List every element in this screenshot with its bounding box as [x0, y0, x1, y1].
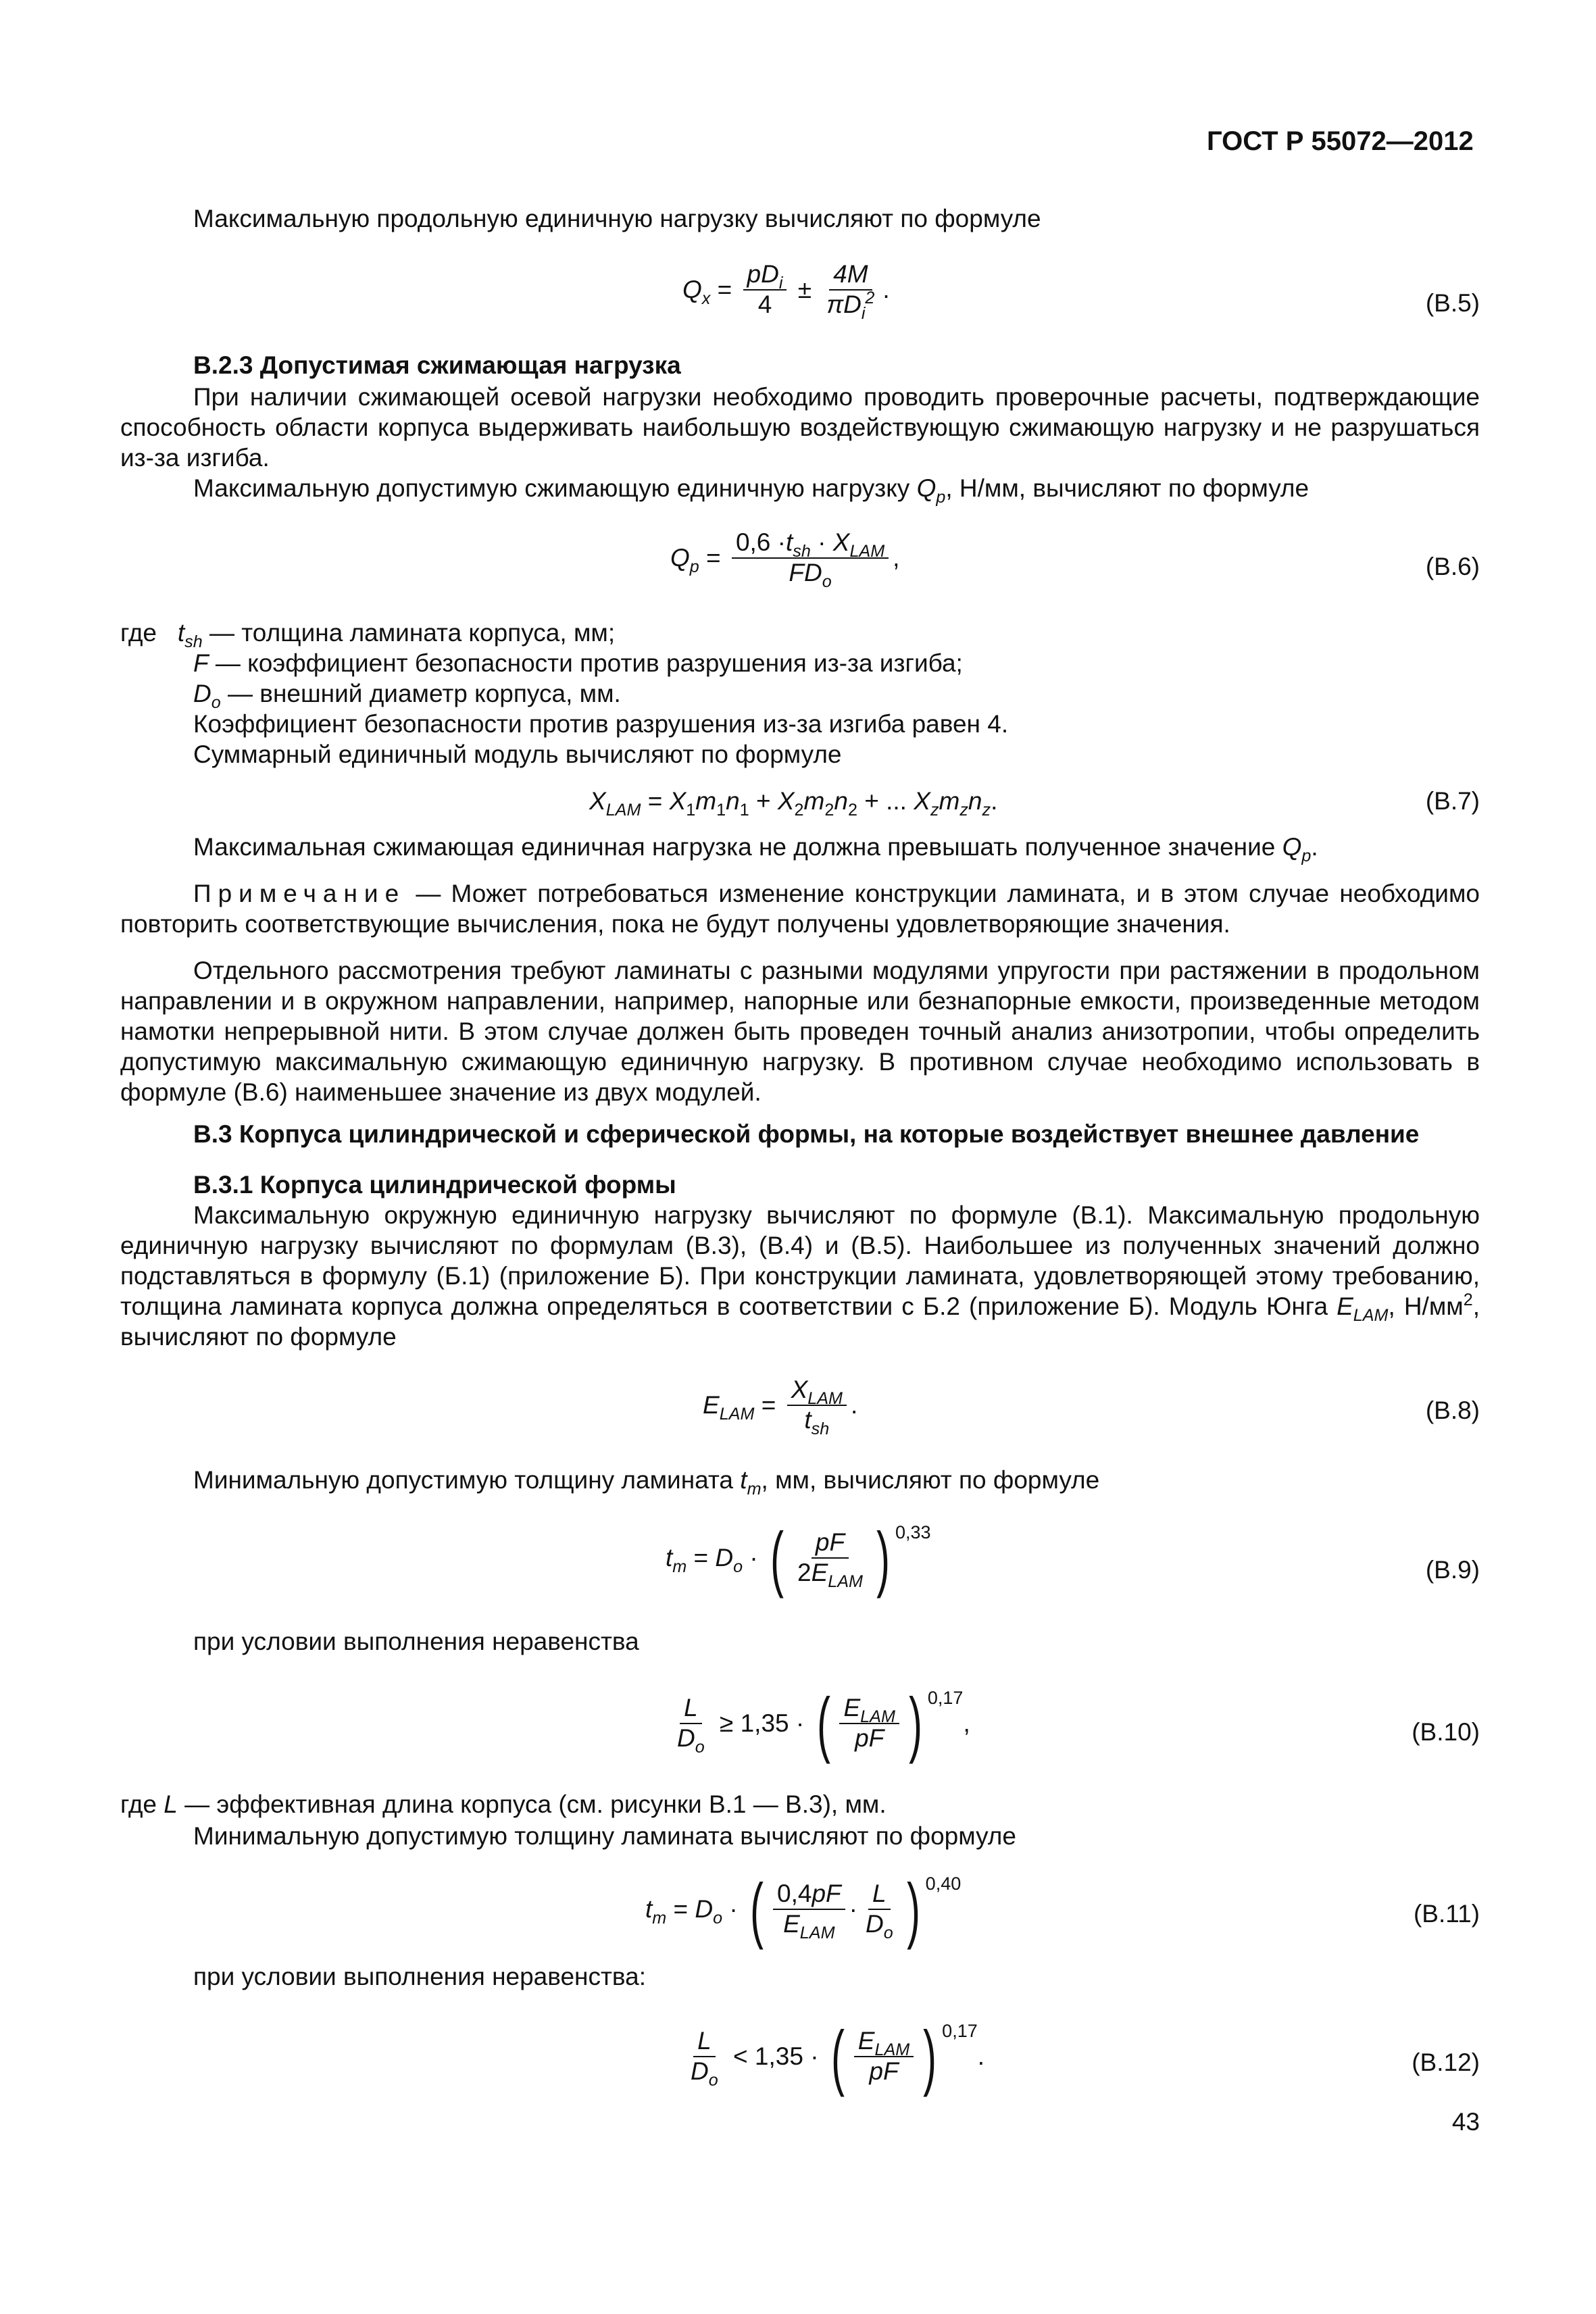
- equation-number-b5: (В.5): [1425, 289, 1480, 317]
- paragraph-b23-1: При наличии сжимающей осевой нагрузки необходимо проводить проверочные расчеты, подтверждающие способность области корпуса выдерживать наибольшую воздействующую сжимающую нагрузку и не разрушаться из-за изгиба.: [120, 383, 1480, 472]
- equation-b10: $\frac{L}{D_o}$ ≥ 1,35 · ( $\frac{E_{LAM}}{pF}$ ) 0,17 ,: [677, 1682, 970, 1764]
- equation-b6: $Q_p$ = $\frac{0,6 \cdot t_{sh} \cdot X_{LAM}}{FD_o}$ ,: [670, 528, 900, 591]
- page-number: 43: [1451, 2108, 1480, 2136]
- equation-number-b10: (В.10): [1412, 1718, 1480, 1746]
- equation-b9: $t_m$ = $D_o$ · ( $\frac{pF}{2E_{LAM}}$ ) 0,33: [666, 1517, 931, 1599]
- equation-number-b7: (В.7): [1425, 787, 1480, 815]
- standard-code: ГОСТ Р 55072—2012: [1207, 126, 1474, 156]
- equation-b5: $Q_x$ = $\frac{pD_i}{4}$ ± $\frac{4M}{\pi D_i^2}$ .: [682, 260, 890, 323]
- section-heading-b23: В.2.3 Допустимая сжимающая нагрузка: [193, 351, 681, 379]
- where-item-tsh: где $t_{sh}$ — толщина ламината корпуса, мм;: [120, 619, 616, 651]
- equation-number-b12: (В.12): [1412, 2048, 1480, 2076]
- equation-b11: $t_m$ = $D_o$ · ( $\frac{0,4pF}{E_{LAM}}$ · $\frac{L}{D_o}$ ) 0,40: [645, 1868, 962, 1950]
- equation-b7: $X_{LAM} = X_1m_1n_1 + X_2m_2n_2$ + ... $X_zm_zn_z$.: [589, 787, 998, 820]
- paragraph-modulus: Суммарный единичный модуль вычисляют по формуле: [193, 740, 842, 768]
- paragraph-min-thickness: Минимальную допустимую толщину ламината $t_m$, мм, вычисляют по формуле: [193, 1466, 1100, 1499]
- note-label: Примечание: [193, 880, 406, 907]
- paragraph-max-load: Максимальная сжимающая единичная нагрузка не должна превышать полученное значение $Q_p$.: [193, 833, 1318, 865]
- paragraph-b31: Максимальную окружную единичную нагрузку вычисляют по формуле (В.1). Максимальную продольную единичную нагрузку вычисляют по формулам (В.3), (В.4) и (В.5). Наибольшее из полученных значений должно подставляться в формулу (Б.1) (приложение Б). При конструкции ламината, удовлетворяющей этому требованию, толщина ламината корпуса должна определяться в соответствии с Б.2 (приложение Б). Модуль Юнга $E_{LAM}$, $Н/мм^2$, вычисляют по формуле: [120, 1201, 1480, 1351]
- equation-number-b6: (В.6): [1425, 553, 1480, 580]
- paragraph-b23-2: Максимальную допустимую сжимающую единичную нагрузку $Q_p$, Н/мм, вычисляют по формуле: [193, 474, 1310, 507]
- paragraph-safety: Коэффициент безопасности против разрушения из-за изгиба равен 4.: [193, 710, 1009, 738]
- paragraph-condition-2: при условии выполнения неравенства:: [193, 1963, 647, 1990]
- equation-number-b9: (В.9): [1425, 1556, 1480, 1584]
- paragraph-where-l: где L — эффективная длина корпуса (см. рисунки В.1 — В.3), мм.: [120, 1790, 887, 1818]
- section-heading-b31: В.3.1 Корпуса цилиндрической формы: [193, 1171, 676, 1199]
- where-item-do: $D_o$ — внешний диаметр корпуса, мм.: [193, 680, 621, 712]
- intro-paragraph: Максимальную продольную единичную нагрузку вычисляют по формуле: [193, 205, 1041, 232]
- paragraph-min-thickness-2: Минимальную допустимую толщину ламината вычисляют по формуле: [193, 1822, 1016, 1850]
- where-item-f: F — коэффициент безопасности против разрушения из-за изгиба;: [193, 649, 963, 677]
- paragraph-condition-1: при условии выполнения неравенства: [193, 1628, 639, 1655]
- equation-number-b8: (В.8): [1425, 1397, 1480, 1424]
- equation-number-b11: (В.11): [1413, 1900, 1480, 1928]
- paragraph-separate: Отдельного рассмотрения требуют ламинаты с разными модулями упругости при растяжении в продольном направлении и в окружном направлении, например, напорные или безнапорные емкости, произведенные методом намотки непрерывной нити. В этом случае должен быть проведен точный анализ анизотропии, чтобы определить допустимую максимальную сжимающую единичную нагрузку. В противном случае необходимо использовать в формуле (В.6) наименьшее значение из двух модулей.: [120, 957, 1480, 1106]
- note-paragraph: Примечание — Может потребоваться изменение конструкции ламината, и в этом случае необходимо повторить соответствующие вычисления, пока не будут получены удовлетворяющие значения.: [120, 880, 1480, 938]
- equation-b12: $\frac{L}{D_o}$ < 1,35 · ( $\frac{E_{LAM}}{pF}$ ) 0,17 .: [691, 2015, 985, 2097]
- section-heading-b3: В.3 Корпуса цилиндрической и сферической формы, на которые воздействует внешнее давление: [193, 1120, 1420, 1148]
- equation-b8: $E_{LAM}$ = $\frac{X_{LAM}}{t_{sh}}$ .: [703, 1376, 858, 1438]
